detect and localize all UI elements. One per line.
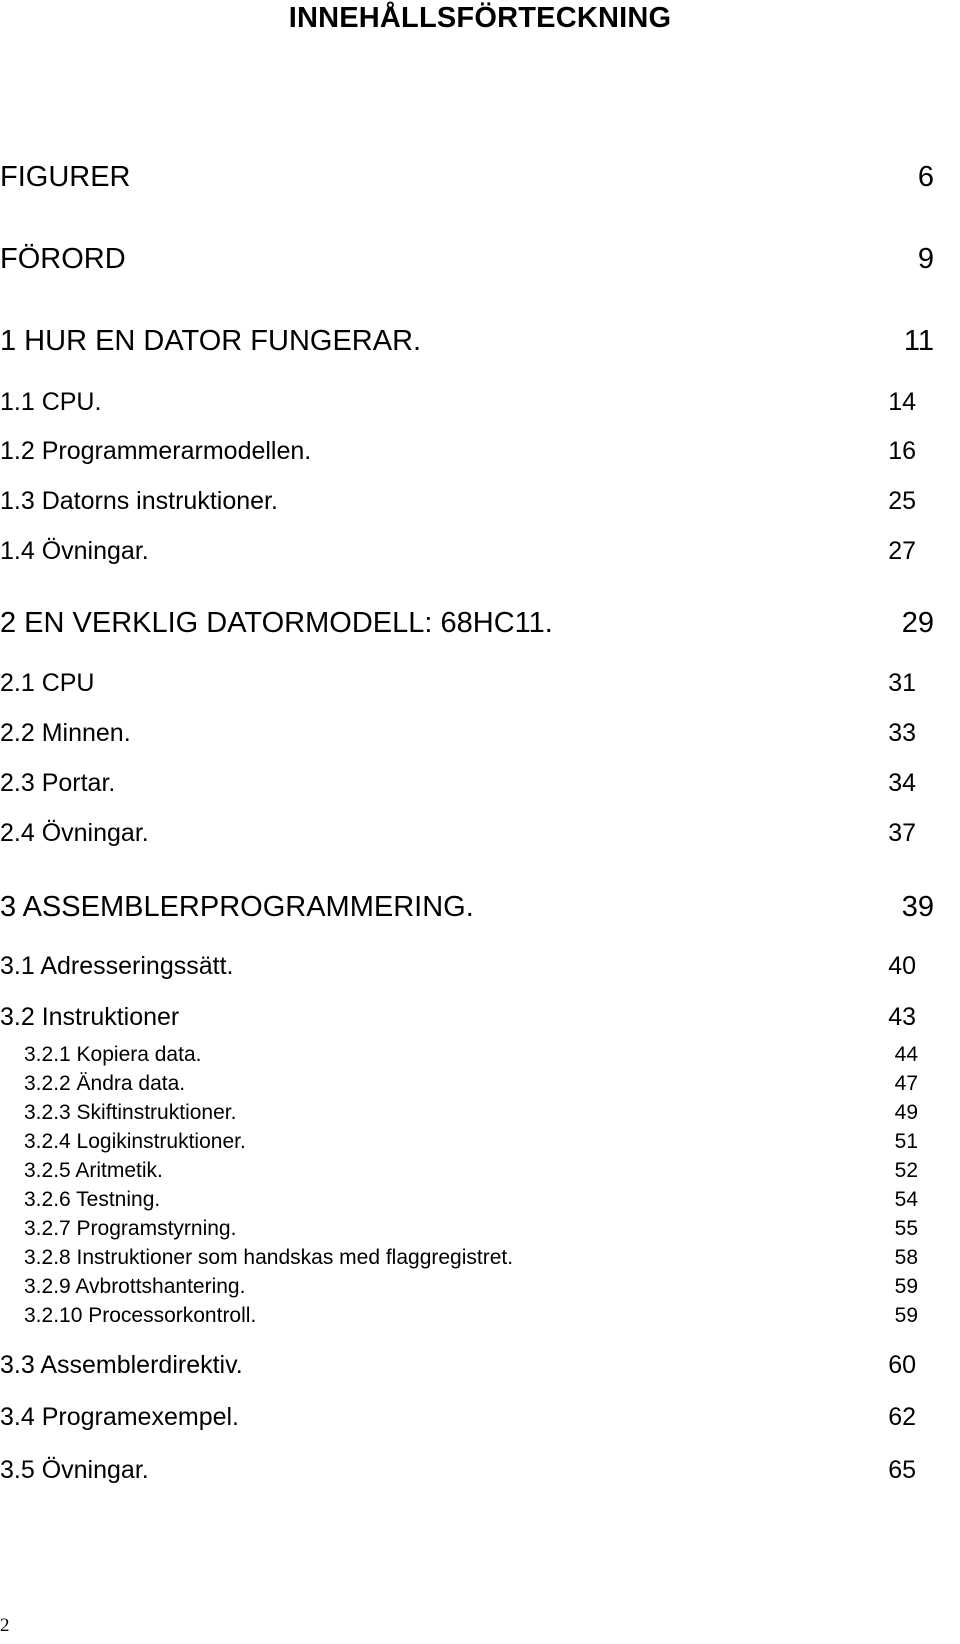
toc-entry-page: 37	[888, 819, 916, 847]
page-title: INNEHÅLLSFÖRTECKNING	[288, 2, 672, 34]
toc-entry[interactable]	[0, 437, 960, 467]
toc-entry-page: 14	[888, 388, 916, 416]
toc-entry[interactable]	[0, 487, 960, 517]
toc-entry-label: 3.2.4 Logikinstruktioner.	[24, 1130, 246, 1153]
toc-entry-label: 1.3 Datorns instruktioner.	[0, 487, 278, 515]
toc-entry-label: 2 EN VERKLIG DATORMODELL: 68HC11.	[0, 607, 553, 639]
toc-entry-page: 55	[894, 1217, 918, 1240]
toc-entry-label: 3.2.6 Testning.	[24, 1188, 161, 1211]
toc-entry-label: FIGURER	[0, 161, 131, 193]
toc-entry-page: 62	[888, 1403, 916, 1431]
toc-entry-label: 1 HUR EN DATOR FUNGERAR.	[0, 325, 422, 357]
toc-entry-label: 3 ASSEMBLERPROGRAMMERING.	[0, 891, 474, 923]
toc-entry[interactable]	[0, 1456, 960, 1486]
toc-entry-label: FÖRORD	[0, 243, 126, 275]
toc-entry-label: 3.2.3 Skiftinstruktioner.	[24, 1101, 237, 1124]
toc-entry[interactable]	[0, 1304, 960, 1330]
toc-entry[interactable]	[0, 1130, 960, 1156]
toc-entry-page: 52	[894, 1159, 918, 1182]
toc-entry-page: 44	[894, 1043, 918, 1066]
toc-entry-page: 9	[917, 243, 934, 275]
toc-entry[interactable]	[0, 1101, 960, 1127]
toc-entry[interactable]	[0, 1351, 960, 1381]
toc-entry-page: 40	[888, 952, 916, 980]
toc-entry[interactable]	[0, 1003, 960, 1033]
toc-entry-page: 16	[888, 437, 916, 465]
toc-entry-label: 3.2.9 Avbrottshantering.	[24, 1275, 246, 1298]
toc-entry-label: 3.2.10 Processorkontroll.	[24, 1304, 257, 1327]
toc-entry[interactable]	[0, 1159, 960, 1185]
toc-entry-label: 3.4 Programexempel.	[0, 1403, 240, 1431]
toc-entry[interactable]	[0, 1072, 960, 1098]
toc-entry-label: 3.1 Adresseringssätt.	[0, 952, 234, 980]
toc-entry[interactable]	[0, 1403, 960, 1433]
toc-entry[interactable]	[0, 669, 960, 699]
toc-entry-label: 3.2.2 Ändra data.	[24, 1072, 186, 1095]
toc-entry-page: 51	[894, 1130, 918, 1153]
toc-entry-page: 59	[894, 1304, 918, 1327]
toc-entry[interactable]	[0, 1246, 960, 1272]
toc-entry[interactable]	[0, 719, 960, 749]
toc-entry-label: 3.2.8 Instruktioner som handskas med flaggregistret.	[24, 1246, 514, 1269]
toc-entry-page: 47	[894, 1072, 918, 1095]
toc-entry[interactable]	[0, 1275, 960, 1301]
toc-entry-page: 59	[894, 1275, 918, 1298]
toc-entry-label: 3.2.5 Aritmetik.	[24, 1159, 163, 1182]
toc-entry-page: 65	[888, 1456, 916, 1484]
toc-entry-page: 25	[888, 487, 916, 515]
toc-entry[interactable]	[0, 607, 960, 643]
toc-entry-label: 3.2.7 Programstyrning.	[24, 1217, 237, 1240]
toc-entry[interactable]	[0, 1043, 960, 1069]
toc-entry-label: 3.5 Övningar.	[0, 1456, 149, 1484]
toc-entry[interactable]	[0, 1217, 960, 1243]
toc-entry-label: 3.2 Instruktioner	[0, 1003, 180, 1031]
toc-entry[interactable]	[0, 1188, 960, 1214]
toc-entry-page: 33	[888, 719, 916, 747]
toc-entry-label: 1.2 Programmerarmodellen.	[0, 437, 312, 465]
toc-entry-page: 29	[901, 607, 934, 639]
toc-entry-label: 3.2.1 Kopiera data.	[24, 1043, 202, 1066]
toc-entry-page: 43	[888, 1003, 916, 1031]
toc-entry[interactable]	[0, 243, 960, 279]
toc-entry[interactable]	[0, 325, 960, 361]
toc-entry-page: 49	[894, 1101, 918, 1124]
toc-entry[interactable]	[0, 388, 960, 418]
toc-entry[interactable]	[0, 537, 960, 567]
toc-entry[interactable]	[0, 952, 960, 982]
toc-entry-page: 34	[888, 769, 916, 797]
toc-entry-label: 1.1 CPU.	[0, 388, 102, 416]
toc-entry[interactable]	[0, 161, 960, 197]
toc-entry-label: 2.3 Portar.	[0, 769, 116, 797]
toc-entry-page: 6	[917, 161, 934, 193]
toc-entry-page: 54	[894, 1188, 918, 1211]
toc-entry-page: 39	[901, 891, 934, 923]
toc-entry-label: 2.2 Minnen.	[0, 719, 131, 747]
toc-entry-page: 27	[888, 537, 916, 565]
toc-entry-label: 2.4 Övningar.	[0, 819, 149, 847]
toc-entry-label: 1.4 Övningar.	[0, 537, 149, 565]
footer-page-number: 2	[0, 1615, 10, 1636]
toc-entry[interactable]	[0, 769, 960, 799]
toc-entry-page: 11	[903, 325, 934, 357]
toc-entry[interactable]	[0, 891, 960, 927]
toc-entry[interactable]	[0, 819, 960, 849]
toc-entry-label: 2.1 CPU	[0, 669, 95, 697]
toc-entry-page: 58	[894, 1246, 918, 1269]
toc-entry-label: 3.3 Assemblerdirektiv.	[0, 1351, 243, 1379]
toc-entry-page: 31	[888, 669, 916, 697]
toc-entry-page: 60	[888, 1351, 916, 1379]
